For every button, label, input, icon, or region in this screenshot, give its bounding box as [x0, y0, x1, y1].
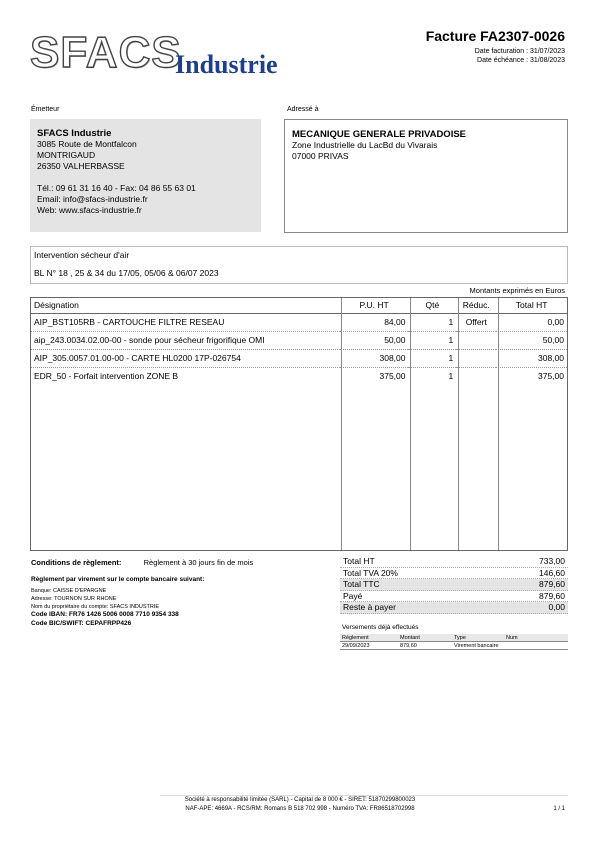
bank-iban: Code IBAN: FR76 1426 5006 0008 7710 9354 338: [31, 611, 179, 618]
row-qty: 1: [408, 349, 456, 367]
row-total: 375,00: [538, 371, 564, 382]
total-label: Total TTC: [343, 579, 380, 589]
versements-header: [340, 634, 568, 642]
recipient-box: [284, 119, 568, 233]
emitter-address3: 26350 VALHERBASSE: [37, 161, 125, 171]
intervention-line1: Intervention sécheur d'air: [34, 250, 130, 260]
total-row: [340, 579, 568, 591]
emitter-phone: Tél.: 09 61 31 16 40 - Fax: 04 86 55 63 01: [37, 183, 196, 193]
row-qty: 1: [408, 331, 456, 349]
row-designation: aip_243.0034.02.00-00 - sonde pour sécheur frigorifique OMI: [31, 331, 340, 349]
intervention-line2: BL N° 18 , 25 & 34 du 17/05, 05/06 & 06/07 2023: [34, 268, 219, 278]
versements-title: Versements déjà effectués: [342, 624, 419, 631]
total-label: Total TVA 20%: [343, 567, 398, 578]
header-qty: Qté: [408, 298, 456, 313]
total-value: 879,60: [539, 579, 565, 589]
total-label: Payé: [343, 590, 363, 601]
row-designation: EDR_50 - Forfait intervention ZONE B: [34, 371, 179, 382]
versements-row: [340, 642, 568, 650]
footer-line2: NAF-APE: 4669A - RCS/RM: Romans B 518 702 998 - Numéro TVA: FR86518702998: [185, 806, 415, 812]
intervention-box: [30, 246, 568, 284]
total-row: [340, 556, 568, 568]
bank-address: Adresse: TOURNON SUR RHONE: [31, 596, 117, 602]
recipient-name: MECANIQUE GENERALE PRIVADOISE: [292, 129, 467, 140]
row-designation: AIP_BST105RB - CARTOUCHE FILTRE RESEAU: [31, 313, 340, 331]
total-row: [340, 568, 568, 580]
items-table: [30, 297, 568, 551]
recipient-label: Adressé à: [287, 106, 319, 113]
amounts-note: Montants exprimés en Euros: [469, 286, 565, 295]
invoice-title: Facture FA2307-0026: [425, 28, 565, 44]
row-reduc: Offert: [456, 313, 496, 331]
emitter-box: [30, 119, 261, 232]
emitter-web: Web: www.sfacs-industrie.fr: [37, 205, 142, 215]
total-value: 146,60: [539, 567, 565, 578]
table-row: [31, 313, 567, 331]
row-pu: 375,00: [379, 371, 406, 382]
row-pu: 84,00: [340, 313, 409, 331]
table-row: [31, 367, 567, 385]
date-facturation: Date facturation : 31/07/2023: [474, 48, 565, 55]
row-total: 50,00: [496, 331, 567, 349]
row-qty: 1: [408, 313, 456, 331]
emitter-email: Email: info@sfacs-industrie.fr: [37, 194, 148, 204]
versements-cell: 879,60: [400, 642, 417, 649]
header-pu: P.U. HT: [340, 298, 409, 313]
table-header: [31, 298, 567, 313]
bank-name: Banque: CAISSE D'EPARGNE: [31, 588, 107, 594]
header-designation: Désignation: [31, 298, 340, 313]
versements-header-cell: Num: [506, 634, 518, 641]
versements-header-cell: Montant: [400, 634, 420, 641]
row-pu: 308,00: [340, 349, 409, 367]
date-echeance: Date échéance : 31/08/2023: [477, 57, 565, 64]
emitter-address1: 3085 Route de Montfalcon: [37, 139, 137, 149]
totals-block: [340, 556, 568, 614]
row-qty: 1: [448, 371, 454, 382]
emitter-name: SFACS Industrie: [37, 128, 112, 139]
payment-conditions-value: Règlement à 30 jours fin de mois: [143, 558, 254, 567]
company-logo-sfacs: SFACS: [30, 28, 182, 77]
emitter-label: Émetteur: [31, 106, 60, 113]
row-total: 308,00: [496, 349, 567, 367]
recipient-address2: 07000 PRIVAS: [292, 151, 349, 161]
payment-conditions: [31, 558, 253, 567]
row-reduc: [456, 349, 496, 367]
row-reduc: [456, 331, 496, 349]
total-value: 0,00: [548, 602, 565, 612]
bank-owner: Nom du propriétaire du compte: SFACS INDUSTRIE: [31, 604, 160, 610]
total-label: Total HT: [343, 556, 375, 566]
row-reduc: [456, 367, 496, 385]
page-number: 1 / 1: [553, 806, 565, 812]
emitter-address2: MONTRIGAUD: [37, 150, 96, 160]
footer-divider: [160, 795, 568, 796]
payment-conditions-label: Conditions de règlement:: [31, 558, 122, 567]
versements-table: [340, 634, 568, 650]
table-row: [31, 349, 567, 367]
total-row: [340, 591, 568, 603]
total-row: [340, 602, 568, 614]
versements-cell: 29/09/2023: [342, 642, 370, 649]
row-designation: AIP_305.0057.01.00-00 - CARTE HL0200 17P-026754: [31, 349, 340, 367]
row-total: 0,00: [496, 313, 567, 331]
bank-bic: Code BIC/SWIFT: CEPAFRPP426: [31, 620, 132, 627]
bank-heading: Règlement par virement sur le compte bancaire suivant:: [31, 576, 205, 583]
table-row: [31, 331, 567, 349]
header-total: Total HT: [496, 298, 567, 313]
recipient-address1: Zone Industrielle du LacBd du Vivarais: [292, 140, 438, 150]
footer-line1: Société à responsabilité limitée (SARL) - Capital de 8 000 € - SIRET: 51870299800023: [184, 797, 416, 803]
row-pu: 50,00: [340, 331, 409, 349]
versements-cell: Virement bancaire: [454, 642, 499, 649]
total-value: 879,60: [539, 590, 565, 601]
header-reduc: Réduc.: [456, 298, 496, 313]
total-value: 733,00: [539, 556, 565, 566]
total-label: Reste à payer: [343, 602, 396, 612]
versements-header-cell: Type: [454, 634, 466, 641]
versements-header-cell: Règlement: [342, 634, 369, 641]
company-logo-industrie: Industrie: [175, 50, 278, 79]
